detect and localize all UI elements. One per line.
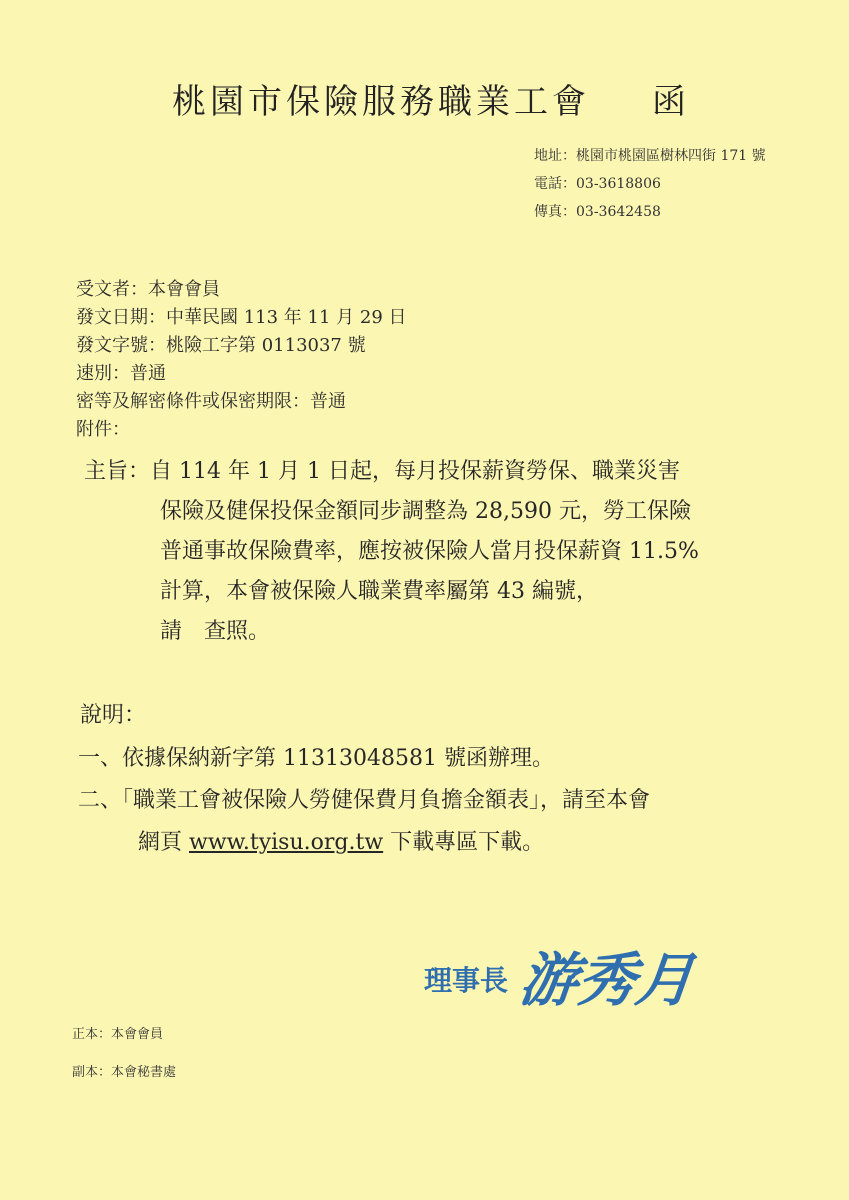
letter-type: 函 xyxy=(652,82,690,122)
signature-stamp xyxy=(420,940,750,1020)
signature-name: 游秀月 xyxy=(516,945,698,1014)
subject-line-5: 請 查照。 xyxy=(160,619,271,644)
classification-line: 密等及解密條件或保密期限：普通 xyxy=(76,391,346,412)
subject-section xyxy=(84,452,784,652)
signature-title: 理事長 xyxy=(424,964,509,997)
copies-section xyxy=(72,1016,176,1092)
attachment-line: 附件： xyxy=(76,419,130,440)
address-line: 地址：桃園市桃園區樹林四街 171 號 xyxy=(534,148,766,164)
speed-line: 速別：普通 xyxy=(76,363,166,384)
explanation-item-2-continued xyxy=(78,822,650,864)
subject-line-4: 計算，本會被保險人職業費率屬第 43 編號， xyxy=(160,579,598,604)
subject-line-1: 主旨：自 114 年 1 月 1 日起，每月投保薪資勞保、職業災害 xyxy=(84,459,680,484)
website-link[interactable]: www.tyisu.org.tw xyxy=(189,830,384,855)
org-name: 桃園市保險服務職業工會 xyxy=(172,82,590,122)
phone-line: 電話：03-3618806 xyxy=(534,176,661,192)
explanation-section xyxy=(78,738,650,864)
recipient-line: 受文者：本會會員 xyxy=(76,279,220,300)
date-line: 發文日期：中華民國 113 年 11 月 29 日 xyxy=(76,307,407,328)
original-recipient: 正本：本會會員 xyxy=(72,1027,164,1042)
doc-number-line: 發文字號：桃險工字第 0113037 號 xyxy=(76,335,366,356)
explanation-title: 說明： xyxy=(80,703,147,728)
explanation-item-2: 二、「職業工會被保險人勞健保費月負擔金額表」，請至本會 xyxy=(78,788,651,813)
contact-info xyxy=(534,142,766,226)
fax-line: 傳真：03-3642458 xyxy=(534,204,661,220)
subject-line-3: 普通事故保險費率，應按被保險人當月投保薪資 11.5% xyxy=(160,539,699,564)
document-meta xyxy=(76,276,407,444)
website-suffix: 下載專區下載。 xyxy=(383,830,545,855)
document-title xyxy=(172,74,690,123)
subject-line-2: 保險及健保投保金額同步調整為 28,590 元，勞工保險 xyxy=(160,499,691,524)
explanation-item-1: 一、依據保納新字第 11313048581 號函辦理。 xyxy=(78,746,554,771)
website-prefix: 網頁 xyxy=(138,830,189,855)
copy-recipient: 副本：本會秘書處 xyxy=(72,1065,177,1080)
